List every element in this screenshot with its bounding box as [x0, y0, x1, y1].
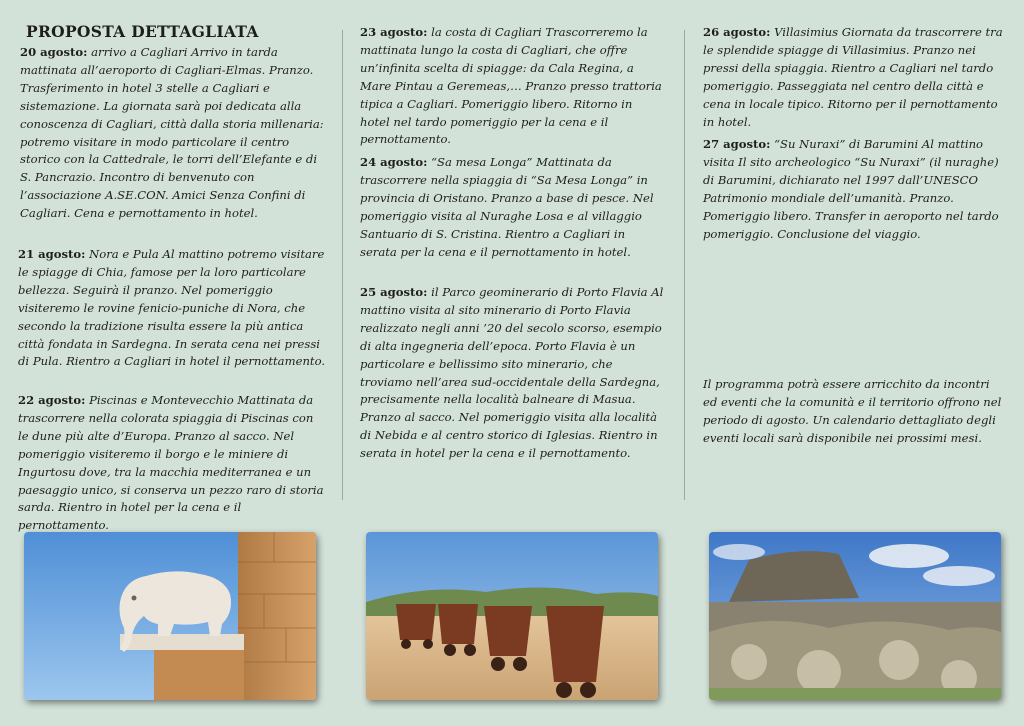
day-entry — [360, 24, 664, 149]
day-text: arrivo a Cagliari Arrivo in tarda mattinata all’aeroporto di Cagliari-Elmas. Pranzo. Trasferimento in hotel 3 stelle a Cagliari e sistemazione. La giornata sarà poi dedicata alla conoscenza di Cagliari, città dalla storia millenaria: potremo visitare in modo particolare il centro storico con la Cattedrale, le torri dell’Elefante e di S. Pancrazio. Incontro di benvenuto con l’associazione A.SE.CON. Amici Senza Confini di Cagliari. Cena e pernottamento in hotel. — [20, 45, 324, 221]
day-entry — [18, 246, 326, 371]
program-note: Il programma potrà essere arricchito da incontri ed eventi che la comunità e il territorio offrono nel periodo di agosto. Un calendario dettagliato degli eventi locali sarà disponibile nei prossimi mesi. — [703, 377, 1002, 445]
day-label: 21 agosto: — [18, 247, 86, 261]
nuraghe-ruins-photo — [709, 532, 1001, 700]
day-entry — [703, 24, 1007, 131]
elephant-tower-photo — [24, 532, 316, 700]
day-text: la costa di Cagliari Trascorreremo la mattinata lungo la costa di Cagliari, che offre un’infinita scelta di spiagge: da Cala Regina, a Mare Pintau a Geremeas,… Pranzo presso trattoria tipica a Cagliari. Pomeriggio libero. Ritorno in hotel nel tardo pomeriggio per la cena e il pernottamento. — [360, 25, 662, 147]
day-label: 25 agosto: — [360, 285, 428, 299]
day-entry — [703, 136, 1007, 243]
day-entry — [20, 44, 326, 223]
day-label: 23 agosto: — [360, 25, 428, 39]
column-divider — [684, 30, 685, 500]
day-text: Piscinas e Montevecchio Mattinata da trascorrere nella colorata spiaggia di Piscinas con le dune più alte d’Europa. Pranzo al sacco. Nel pomeriggio visiteremo il borgo e le miniere di Ingurtosu dove, tra la macchia mediterranea e un paesaggio unico, si conserva un pezzo raro di storia sarda. Rientro in hotel per la cena e il pernottamento. — [18, 393, 324, 533]
day-label: 20 agosto: — [20, 45, 88, 59]
day-label: 26 agosto: — [703, 25, 771, 39]
column-divider — [342, 30, 343, 500]
day-text: “Sa mesa Longa” Mattinata da trascorrere nella spiaggia di “Sa Mesa Longa” in provincia di Oristano. Pranzo a base di pesce. Nel pomeriggio visita al Nuraghe Losa e al villaggio Santuario di S. Cristina. Rientro a Cagliari in serata per la cena e il pernottamento in hotel. — [360, 155, 654, 259]
day-label: 27 agosto: — [703, 137, 771, 151]
day-label: 22 agosto: — [18, 393, 86, 407]
day-text: “Su Nuraxi” di Barumini Al mattino visita Il sito archeologico “Su Nuraxi” (il nuraghe) di Barumini, dichiarato nel 1997 dall’UNESCO Patrimonio mondiale dell’umanità. Pranzo. Pomeriggio libero. Transfer in aeroporto nel tardo pomeriggio. Conclusione del viaggio. — [703, 137, 999, 241]
day-text: il Parco geominerario di Porto Flavia Al mattino visita al sito minerario di Porto Flavia realizzato negli anni ’20 del secolo scorso, esempio di alta ingegneria dell’epoca. Porto Flavia è un particolare e bellissimo sito minerario, che troviamo nell’area sud-occidentale della Sardegna, precisamente nella località balneare di Masua. Pranzo al sacco. Nel pomeriggio visita alla località di Nebida e al centro storico di Iglesias. Rientro in serata in hotel per la cena e il pernottamento. — [360, 285, 664, 461]
day-entry — [18, 392, 326, 535]
page-title: PROPOSTA DETTAGLIATA — [26, 22, 259, 41]
day-entry — [360, 154, 664, 261]
mine-carts-photo — [366, 532, 658, 700]
day-text: Villasimius Giornata da trascorrere tra le splendide spiagge di Villasimius. Pranzo nei pressi della spiaggia. Rientro a Cagliari nel tardo pomeriggio. Passeggiata nel centro della città e cena in locale tipico. Ritorno per il pernottamento in hotel. — [703, 25, 1003, 129]
day-entry — [360, 284, 664, 463]
day-text: Nora e Pula Al mattino potremo visitare le spiagge di Chia, famose per la loro particolare bellezza. Seguirà il pranzo. Nel pomeriggio visiteremo le rovine fenicio-puniche di Nora, che secondo la tradizione risulta essere la più antica città fondata in Sardegna. In serata cena nei pressi di Pula. Rientro a Cagliari in hotel il pernottamento. — [18, 247, 326, 369]
day-label: 24 agosto: — [360, 155, 428, 169]
